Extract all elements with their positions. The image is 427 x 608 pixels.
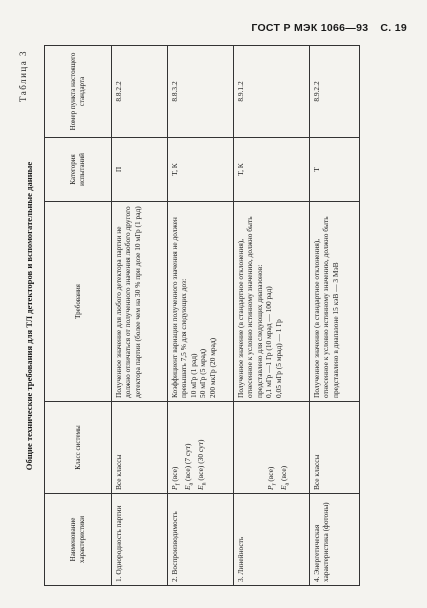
req-item: 0,05 мГр (5 мрад) — 1 Гр xyxy=(273,319,283,398)
class-item: $E_a$ (все) xyxy=(279,465,291,490)
row-name: 1. Однородность партии xyxy=(112,494,168,586)
row-category: Т, К xyxy=(234,138,310,202)
page-header xyxy=(251,22,407,34)
row-clause: 8.9.1.2 xyxy=(234,46,310,138)
row-clause: 8.8.2.2 xyxy=(112,46,168,138)
table-row xyxy=(234,46,310,586)
row-requirement: Полученное значение (в стандартное отклонения), отнесенное к условно истинному значению, должно быть представлено в диапазоне 15 кэВ — 3 МэВ xyxy=(310,202,360,402)
table-row xyxy=(310,46,360,586)
row-category: П xyxy=(112,138,168,202)
row-class: Все классы xyxy=(112,402,168,494)
row-name: 2. Воспроизводимость xyxy=(168,494,234,586)
row-class xyxy=(234,402,310,494)
row-category: Т, К xyxy=(168,138,234,202)
req-item: 0,1 мГр —1 Гр (10 мрад — 100 рад) xyxy=(264,286,274,398)
col-header-class: Класс системы xyxy=(45,402,112,494)
rotated-table-block xyxy=(18,46,348,586)
standard-id: ГОСТ Р МЭК 1066—93 xyxy=(251,22,369,34)
req-item: 200 мкГр (20 мрад) xyxy=(207,337,217,398)
row-requirement: Полученное значение (в стандартное отклонения), отнесенное к условно истинному значению, должно быть представлено для следующих диапазонов: 0,1 мГр —1 Гр (10 мрад — 100 рад) 0,05 мГр (5 мрад) — 1 Гр xyxy=(234,202,310,402)
table-row xyxy=(112,46,168,586)
row-name: 3. Линейность xyxy=(234,494,310,586)
table-number: Таблица 3 xyxy=(18,50,28,102)
col-header-name: Наименование характеристики xyxy=(45,494,112,586)
class-item: $P_r$ (все) xyxy=(266,466,278,490)
page-number: С. 19 xyxy=(380,22,407,34)
row-name: 4. Энергетическая характеристика (фотоны) xyxy=(310,494,360,586)
row-class xyxy=(168,402,234,494)
requirements-table xyxy=(44,45,360,586)
table-row xyxy=(168,46,234,586)
req-item: 50 мГр (5 мрад) xyxy=(198,348,208,398)
table-header-row xyxy=(45,46,112,586)
row-clause: 8.8.3.2 xyxy=(168,46,234,138)
row-requirement: Коэффициент вариации полученного значения не должен превышать 7,5 % для следующих доз: 10 мГр (1 рад) 50 мГр (5 мрад) 200 мкГр (20 мрад) xyxy=(168,202,234,402)
class-item: $E_a$ (все) (7 сут) xyxy=(183,443,195,490)
col-header-category: Категория испытаний xyxy=(45,138,112,202)
class-item: $E_n$ (все) (30 сут) xyxy=(196,439,208,490)
table-caption xyxy=(18,46,40,586)
table-title: Общие технические требования для ТЛ детекторов и вспомогательные данные xyxy=(24,161,34,471)
row-category: Т xyxy=(310,138,360,202)
col-header-clause: Номер пункта настоящего стандарта xyxy=(45,46,112,138)
req-item: 10 мГр (1 рад) xyxy=(188,353,198,398)
col-header-requirements: Требования xyxy=(45,202,112,402)
class-item: $P_f$ (все) xyxy=(170,466,182,490)
row-clause: 8.9.2.2 xyxy=(310,46,360,138)
row-requirement: Полученное значение для любого детектора партии не должно отличаться от полученного значения любого другого детектора партии (более чем на 30 % при дозе 10 мГр (1 рад) xyxy=(112,202,168,402)
row-class: Все классы xyxy=(310,402,360,494)
